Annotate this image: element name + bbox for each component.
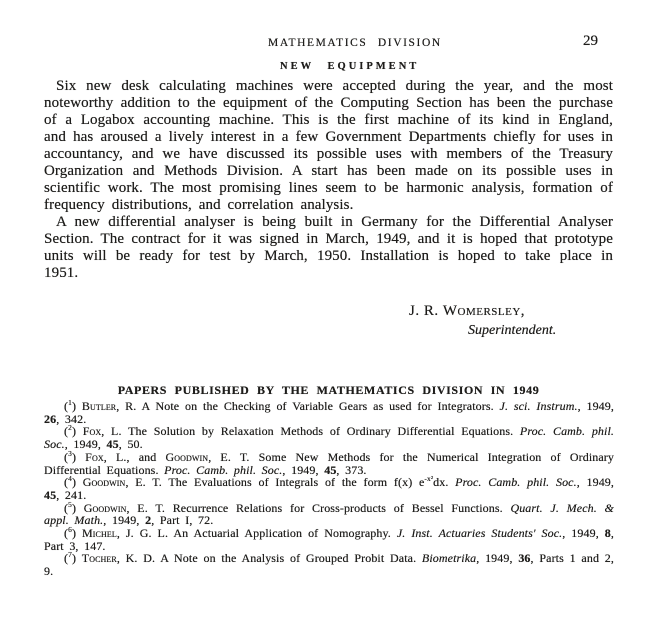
bib-segment: Goodwin	[165, 449, 209, 464]
bib-marker-number: 7	[68, 550, 72, 560]
bib-entry	[44, 552, 614, 577]
signature-role: Superintendent.	[468, 323, 557, 338]
bib-segment: Biometrika	[421, 551, 477, 566]
bib-entry	[44, 448, 615, 477]
bib-segment: , 1949,	[64, 437, 107, 452]
page-number: 29	[583, 33, 598, 49]
bib-marker: ($^1$)	[64, 398, 82, 413]
bib-marker-number: 3	[68, 448, 72, 458]
bib-segment: 45	[44, 487, 57, 502]
signature-surname: Womersley,	[442, 303, 526, 319]
bib-segment: , 50.	[118, 437, 143, 452]
bib-marker: ($^5$)	[64, 499, 84, 515]
bib-entry	[44, 476, 614, 501]
bib-marker: ($^6$)	[64, 525, 82, 541]
bib-entry	[44, 400, 614, 425]
bib-marker: ($^2$)	[64, 423, 83, 439]
bib-segment: , Parts 1 and 2, 9.	[44, 551, 614, 579]
bib-segment: , E. T. Recurrence Relations for Cross-products of Bessel Functions.	[126, 500, 511, 515]
bib-segment: , 1949,	[282, 462, 325, 477]
bib-segment: 45	[106, 437, 119, 452]
bib-segment: 36	[518, 551, 531, 566]
bib-segment: J. Inst. Actuaries Students' Soc.	[396, 526, 563, 541]
bib-segment: , K. D. A Note on the Analysis of Grouped Probit Data.	[116, 551, 422, 566]
bib-segment: Michel	[82, 526, 117, 541]
bib-marker: ($^3$)	[64, 448, 86, 464]
bib-segment: Proc. Camb. phil. Soc.	[164, 462, 283, 477]
bib-segment: Tocher	[81, 551, 117, 566]
bib-segment: dx.	[433, 475, 456, 490]
bib-marker-number: 6	[68, 525, 72, 535]
bib-segment: 45	[324, 462, 337, 477]
bib-segment: , 1949,	[577, 399, 614, 413]
bib-segment: -x²	[424, 474, 434, 484]
bib-segment: , Part I, 72.	[151, 513, 214, 528]
bib-segment: , 342.	[56, 411, 87, 426]
running-head-title: MATHEMATICS DIVISION	[268, 37, 442, 49]
bib-segment: , 1949,	[562, 526, 605, 541]
bib-segment: , 1949,	[103, 513, 146, 528]
paragraph-new-equipment-2: A new differential analyser is being built in Germany for the Differential Analyser Section. The contract for it was signed in March, 1949, and it is hoped that prototype units will be ready for test by March, 1950. Installation is hoped to take place in 1951.	[44, 214, 613, 281]
bib-segment: Proc. Camb. phil. Soc.	[44, 424, 614, 452]
bib-segment: Quart. J. Mech. & appl. Math.	[44, 500, 614, 528]
bib-segment: , R. A Note on the Checking of Variable Gears as used for Integrators.	[116, 399, 500, 413]
bib-segment: Proc. Camb. phil. Soc.	[455, 475, 577, 490]
bib-segment: Fox	[85, 449, 104, 464]
body-text	[44, 78, 613, 282]
bib-entry	[44, 499, 614, 528]
bib-segment: , L. The Solution by Relaxation Methods of Ordinary Differential Equations.	[101, 424, 520, 439]
bib-segment: , E. T. Some New Methods for the Numerical Integration of Ordinary Differential Equations.	[44, 449, 615, 477]
bib-segment: , E. T. The Evaluations of Integrals of the form f(x) e	[125, 475, 425, 490]
bib-marker-number: 4	[68, 474, 72, 484]
bib-marker-number: 1	[68, 398, 72, 407]
bib-segment: 2	[145, 513, 152, 528]
running-head	[0, 33, 650, 54]
bib-entry	[44, 527, 614, 552]
signature-initials: J. R.	[409, 303, 443, 319]
bib-marker: ($^4$)	[64, 474, 83, 490]
bib-segment: , 1949,	[476, 551, 519, 566]
bib-segment: 8	[604, 526, 611, 541]
bib-marker-number: 5	[68, 499, 72, 509]
bibliography-list	[44, 400, 614, 578]
bib-segment: 26	[44, 411, 57, 426]
bib-segment: , 1949,	[576, 475, 614, 490]
bib-segment: J. sci. Instrum.	[499, 399, 578, 413]
bib-segment: , J. G. L. An Actuarial Application of Nomography.	[116, 526, 397, 541]
paragraph-new-equipment-1: Six new desk calculating machines were accepted during the year, and the most noteworthy addition to the equipment of the Computing Section has been the purchase of a Logabox accounting machine. This is the first machine of its kind in England, and has aroused a lively interest in a few Government Departments chiefly for uses in accountancy, and we have discussed its possible uses with members of the Treasury Organization and Methods Division. A start has been made on its possible uses in scientific work. The most promising lines seem to be harmonic analysis, formation of frequency distributions, and correlation analysis.	[44, 78, 613, 213]
bib-segment: , 241.	[56, 487, 87, 502]
bib-segment: Fox	[82, 424, 102, 439]
section-heading-new-equipment: NEW EQUIPMENT	[280, 61, 420, 72]
bib-segment: , Part 3, 147.	[44, 526, 614, 553]
bib-marker: ($^7$)	[64, 550, 82, 566]
bib-marker-number: 2	[68, 423, 72, 433]
papers-heading: PAPERS PUBLISHED BY THE MATHEMATICS DIVISION IN 1949	[117, 383, 540, 397]
bib-entry	[44, 425, 614, 450]
bib-segment: Goodwin	[82, 475, 126, 490]
bib-segment: , L., and	[103, 449, 166, 464]
bib-segment: Butler	[81, 399, 117, 413]
signature-name	[409, 303, 525, 320]
bib-segment: , 373.	[336, 462, 367, 477]
bib-segment: Goodwin	[83, 500, 127, 515]
